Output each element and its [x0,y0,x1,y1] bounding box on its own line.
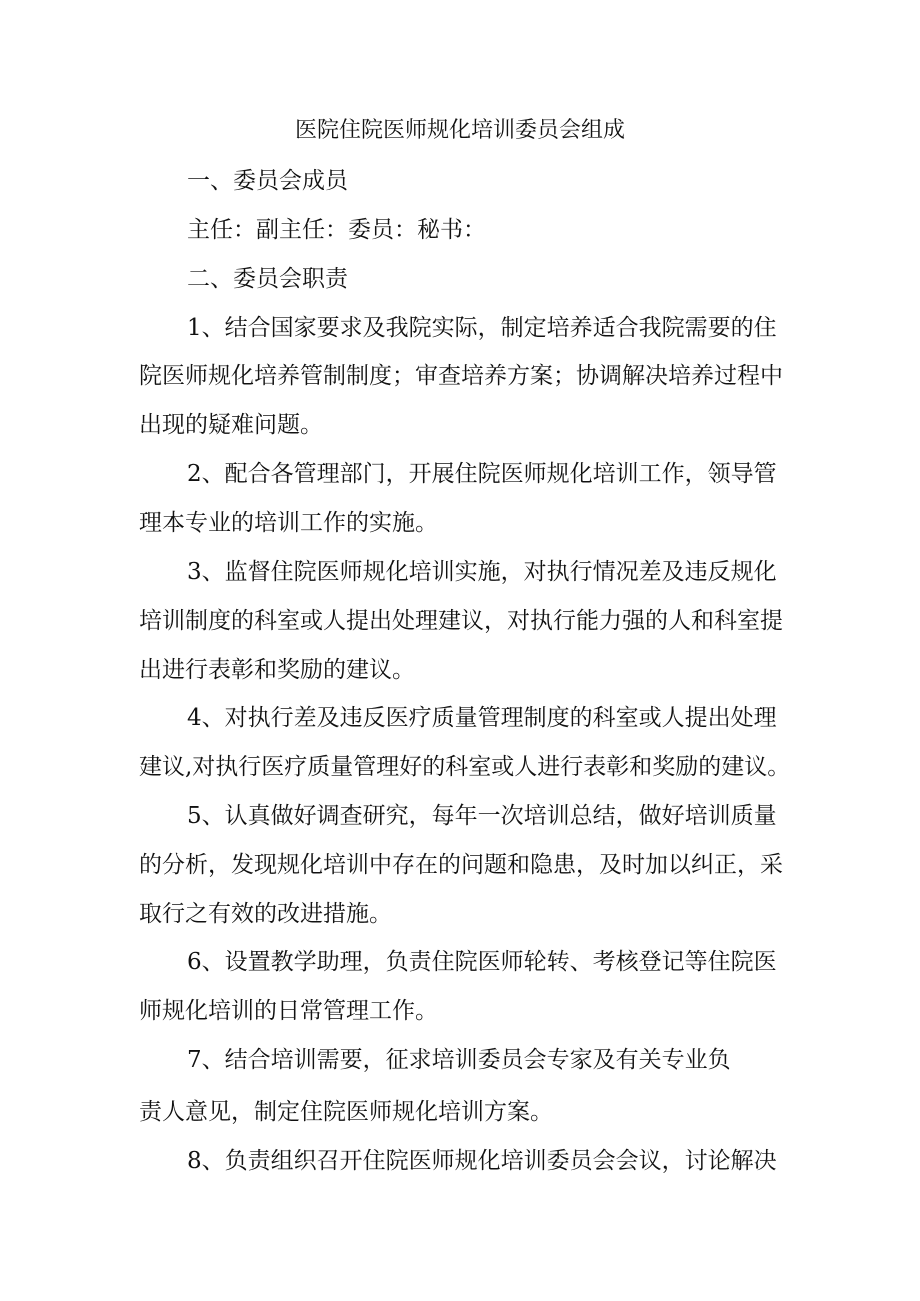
duty-5-line-3: 取行之有效的改进措施。 [139,901,392,927]
duty-3-line-2: 培训制度的科室或人提出处理建议，对执行能力强的人和科室提 [139,608,783,634]
duty-1-line-2: 院医师规化培养管制制度；审查培养方案；协调解决培养过程中 [139,363,783,389]
section-heading-members: 一、委员会成员 [187,168,348,194]
duty-3-line-1: 3、监督住院医师规化培训实施，对执行情况差及违反规化 [187,559,777,585]
committee-roles: 主任：副主任：委员：秘书： [187,217,486,243]
duty-8-line-1: 8、负责组织召开住院医师规化培训委员会会议，讨论解决 [187,1148,777,1174]
duty-4-line-2: 建议,对执行医疗质量管理好的科室或人进行表彰和奖励的建议。 [139,754,791,780]
document-title: 医院住院医师规化培训委员会组成 [294,118,625,143]
duty-1-line-1: 1、结合国家要求及我院实际，制定培养适合我院需要的住 [187,315,777,341]
duty-6-line-1: 6、设置教学助理，负责住院医师轮转、考核登记等住院医 [187,949,777,975]
duty-4-line-1: 4、对执行差及违反医疗质量管理制度的科室或人提出处理 [187,705,777,731]
duty-7-line-1: 7、结合培训需要，征求培训委员会专家及有关专业负 [187,1047,731,1073]
duty-7-line-2: 责人意见，制定住院医师规化培训方案。 [139,1099,553,1125]
duty-2-line-2: 理本专业的培训工作的实施。 [139,510,438,536]
duty-3-line-3: 出进行表彰和奖励的建议。 [139,657,415,683]
duty-6-line-2: 师规化培训的日常管理工作。 [139,998,438,1024]
duty-5-line-2: 的分析，发现规化培训中存在的问题和隐患，及时加以纠正，采 [139,852,783,878]
section-heading-duties: 二、委员会职责 [187,266,348,292]
duty-1-line-3: 出现的疑难问题。 [139,412,323,438]
duty-2-line-1: 2、配合各管理部门，开展住院医师规化培训工作，领导管 [187,461,777,487]
duty-5-line-1: 5、认真做好调查研究，每年一次培训总结，做好培训质量 [187,803,777,829]
